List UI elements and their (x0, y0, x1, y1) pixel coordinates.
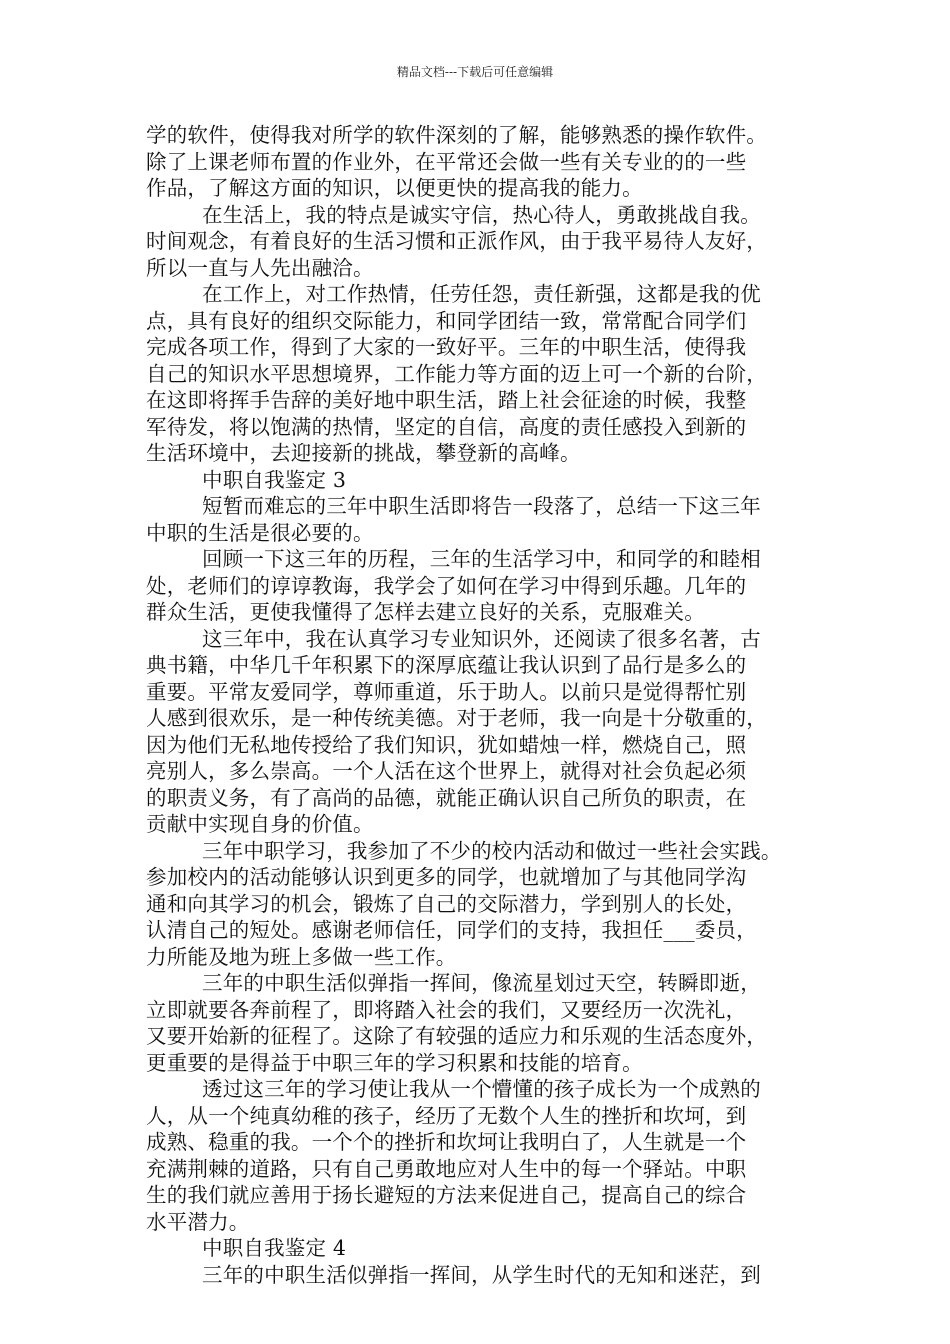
text-line: 三年中职学习，我参加了不少的校内活动和做过一些社会实践。 (202, 838, 782, 863)
text-line: 亮别人，多么崇高。一个人活在这个世界上，就得对社会负起必须 (146, 759, 747, 783)
text-line: 立即就要各奔前程了，即将踏入社会的我们，又要经历一次洗礼， (146, 997, 747, 1022)
text-line: 在工作上，对工作热情，任劳任怨，责任新强，这都是我的优 (202, 282, 761, 306)
text-line: 通和向其学习的机会，锻炼了自己的交际潜力，学到别人的长处， (146, 891, 747, 916)
text-line: 中职自我鉴定 4 (202, 1236, 347, 1260)
text-line: 这三年中，我在认真学习专业知识外，还阅读了很多名著，古 (202, 626, 761, 651)
text-line: 在生活上，我的特点是诚实守信，热心待人，勇敢挑战自我。 (202, 202, 761, 227)
text-line: 自己的知识水平思想境界，工作能力等方面的迈上可一个新的台阶， (146, 361, 767, 386)
text-line: 的职责义务，有了高尚的品德，就能正确认识自己所负的职责，在 (146, 785, 747, 810)
text-line: 完成各项工作，得到了大家的一致好平。三年的中职生活，使得我 (146, 335, 747, 359)
text-line: 又要开始新的征程了。这除了有较强的适应力和乐观的生活态度外， (146, 1024, 767, 1048)
text-line: 除了上课老师布置的作业外，在平常还会做一些有关专业的的一些 (146, 149, 747, 174)
text-line: 人感到很欢乐，是一种传统美德。对于老师，我一向是十分敬重的， (146, 706, 767, 730)
text-line: 力所能及地为班上多做一些工作。 (146, 944, 457, 969)
text-line: 时间观念，有着良好的生活习惯和正派作风，由于我平易待人友好， (146, 229, 767, 253)
text-line: 重要。平常友爱同学，尊师重道，乐于助人。以前只是觉得帮忙别 (146, 679, 747, 704)
text-line: 军待发，将以饱满的热情，坚定的自信，高度的责任感投入到新的 (146, 414, 747, 439)
text-line: 更重要的是得益于中职三年的学习积累和技能的培育。 (146, 1050, 643, 1075)
text-line: 认清自己的短处。感谢老师信任，同学们的支持，我担任___委员， (146, 918, 757, 942)
text-line: 生的我们就应善用于扬长避短的方法来促进自己，提高自己的综合 (146, 1183, 747, 1207)
document-body (146, 122, 812, 1288)
text-line: 因为他们无私地传授给了我们知识，犹如蜡烛一样，燃烧自己，照 (146, 732, 747, 757)
text-line: 贡献中实现自身的价值。 (146, 812, 374, 836)
text-line: 参加校内的活动能够认识到更多的同学，也就增加了与其他同学沟 (146, 865, 747, 889)
text-line: 作品，了解这方面的知识，以便更快的提高我的能力。 (146, 176, 643, 200)
text-line: 回顾一下这三年的历程，三年的生活学习中，和同学的和睦相 (202, 547, 761, 571)
page-header: 精品文档---下载后可任意编辑 (396, 65, 554, 79)
text-line: 三年的中职生活似弹指一挥间，从学生时代的无知和迷茫，到 (202, 1262, 761, 1287)
text-line: 学的软件，使得我对所学的软件深刻的了解，能够熟悉的操作软件。 (146, 123, 767, 147)
text-line: 中职的生活是很必要的。 (146, 520, 374, 545)
text-line: 水平潜力。 (146, 1209, 250, 1234)
text-line: 群众生活，更使我懂得了怎样去建立良好的关系，克服难关。 (146, 600, 705, 624)
text-line: 透过这三年的学习使让我从一个懵懂的孩子成长为一个成熟的 (202, 1077, 761, 1101)
text-line: 充满荆棘的道路，只有自己勇敢地应对人生中的每一个驿站。中职 (146, 1156, 747, 1181)
text-line: 中职自我鉴定 3 (202, 467, 347, 492)
text-line: 生活环境中，去迎接新的挑战，攀登新的高峰。 (146, 441, 581, 465)
text-line: 人，从一个纯真幼稚的孩子，经历了无数个人生的挫折和坎坷，到 (146, 1103, 747, 1128)
text-line: 典书籍，中华几千年积累下的深厚底蕴让我认识到了品行是多么的 (146, 653, 747, 677)
text-line: 处，老师们的谆谆教诲，我学会了如何在学习中得到乐趣。几年的 (146, 573, 747, 598)
text-line: 所以一直与人先出融洽。 (146, 255, 374, 280)
text-line: 成熟、稳重的我。一个个的挫折和坎坷让我明白了，人生就是一个 (146, 1130, 747, 1154)
text-line: 点，具有良好的组织交际能力，和同学团结一致，常常配合同学们 (146, 308, 747, 333)
text-line: 在这即将挥手告辞的美好地中职生活，踏上社会征途的时候，我整 (146, 388, 747, 412)
text-line: 短暂而难忘的三年中职生活即将告一段落了，总结一下这三年 (202, 494, 761, 518)
text-line: 三年的中职生活似弹指一挥间，像流星划过天空，转瞬即逝， (202, 971, 761, 995)
